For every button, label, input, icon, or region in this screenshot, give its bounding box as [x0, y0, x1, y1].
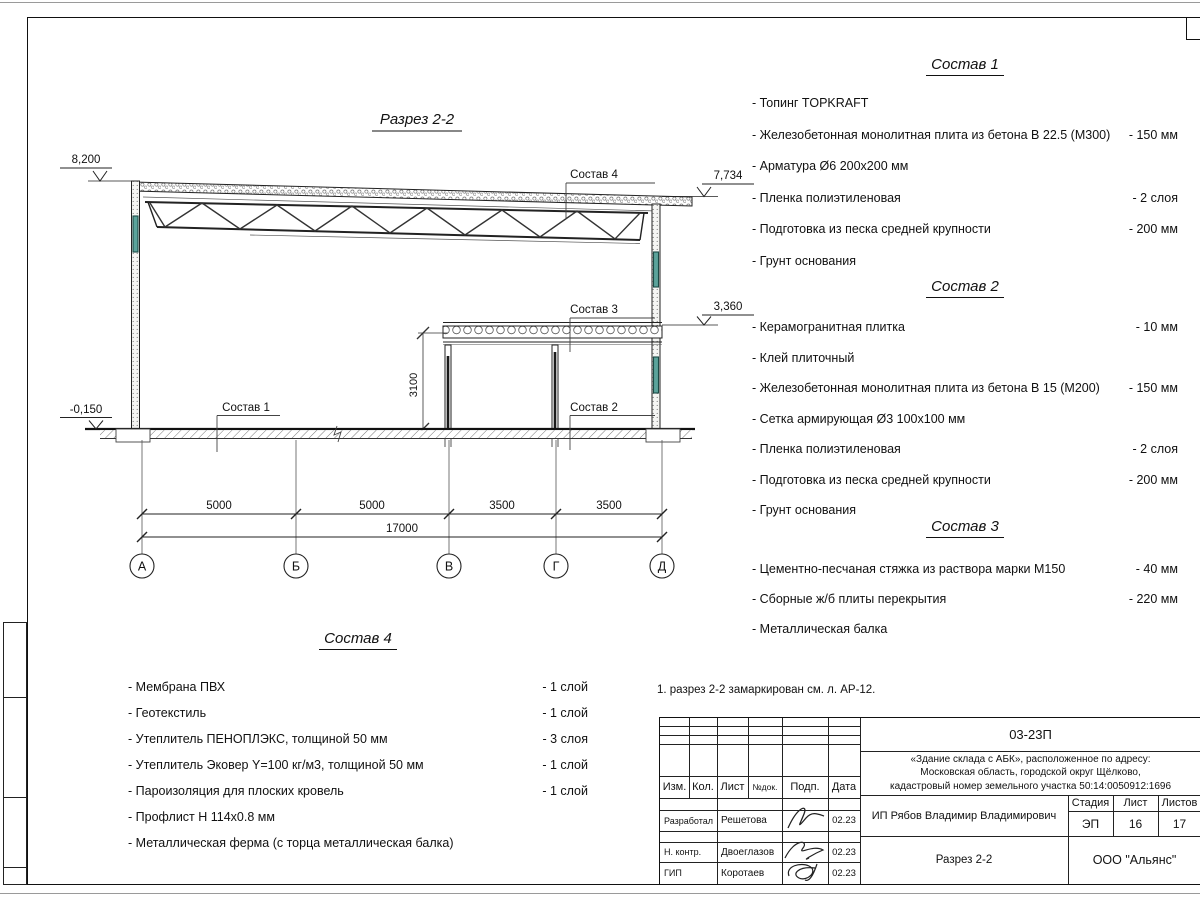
tb-sheet-label: Лист: [1113, 795, 1159, 812]
list-item: - Геотекстиль - 1 слой: [128, 706, 588, 720]
list-item: - Клей плиточный: [752, 350, 855, 365]
tb-date: 02.23: [832, 846, 856, 858]
tb-address-line: Московская область, городской округ Щёлково,: [920, 767, 1141, 779]
floor-slab: [85, 426, 695, 447]
list-item: - Грунт основания: [752, 503, 857, 517]
tb-header-kol: Кол.: [689, 776, 718, 799]
svg-text:5000: 5000: [359, 500, 385, 512]
tb-address-line: «Здание склада с АБК», расположенное по адресу:: [910, 753, 1151, 765]
mezzanine: [443, 323, 662, 430]
list-item: - Мембрана ПВХ - 1 слой: [128, 680, 588, 694]
tb-stage-value: ЭП: [1068, 811, 1114, 837]
tb-name: Коротаев: [721, 867, 765, 879]
dimension-row: [137, 500, 667, 519]
tb-doc-number: 03-23П: [860, 718, 1200, 752]
paper-top-edge: [0, 2, 1200, 3]
svg-text:7,734: 7,734: [713, 170, 743, 182]
svg-text:Состав 1: Состав 1: [222, 402, 270, 414]
list-item: - Сборные ж/б плиты перекрытия - 220 мм: [752, 592, 1178, 606]
list-item: - Пленка полиэтиленовая - 2 слоя: [752, 442, 1178, 456]
elevation-mark-roof-right: [662, 170, 754, 197]
svg-text:Состав 2: Состав 2: [570, 402, 618, 414]
svg-text:А: А: [137, 559, 147, 574]
svg-text:Состав 4: Состав 4: [570, 169, 618, 181]
tb-sheets-value: 17: [1158, 811, 1200, 837]
tb-header-podp: Подп.: [782, 776, 829, 799]
list-item: - Пленка полиэтиленовая - 2 слоя: [752, 190, 1178, 205]
drawing-title: Разрез 2-2: [379, 111, 455, 128]
elevation-mark-floor: [60, 404, 112, 429]
list-item: - Подготовка из песка средней крупности - 200 мм: [752, 222, 1178, 236]
side-stamp: [3, 622, 27, 885]
tb-stage-label: Стадия: [1068, 795, 1114, 812]
svg-text:Состав 3: Состав 3: [570, 304, 618, 316]
svg-text:В: В: [444, 559, 454, 574]
paper-bottom-edge: [0, 893, 1200, 894]
right-wall: [652, 204, 660, 429]
list-item: - Грунт основания: [752, 253, 857, 268]
list-item: - Сетка армирующая Ø3 100х100 мм: [752, 411, 966, 426]
elevation-mark-mezzanine: [662, 301, 754, 325]
list-item: - Керамогранитная плитка - 10 мм: [752, 320, 1178, 334]
list-item: - Профлист Н 114х0.8 мм: [128, 810, 275, 824]
list-item: - Пароизоляция для плоских кровель - 1 слой: [128, 784, 588, 798]
list-item: - Железобетонная монолитная плита из бетона В 22.5 (М300) - 150 мм: [752, 127, 1178, 142]
tb-role: Разработал: [664, 815, 713, 826]
tb-date: 02.23: [832, 867, 856, 879]
list-item: - Металлическая ферма (с торца металлическая балка): [128, 836, 454, 850]
dimension-3100: [408, 327, 448, 435]
svg-text:3,360: 3,360: [713, 301, 743, 313]
frame-corner-notch: [1186, 17, 1200, 40]
callout-sostav2: [570, 402, 655, 450]
signature-icon: [779, 836, 831, 884]
list-item: - Металлическая балка: [752, 622, 888, 636]
section-drawing: [30, 90, 760, 590]
tb-role: ГИП: [664, 868, 682, 878]
composition-4-title: Состав 4: [128, 630, 588, 650]
list-item: - Железобетонная монолитная плита из бетона В 15 (М200) - 150 мм: [752, 381, 1178, 395]
roof-package: [133, 182, 692, 211]
side-stamp-divider: [4, 697, 26, 698]
list-item: - Топинг TOPKRAFT: [752, 96, 869, 110]
composition-1-title: Состав 1: [752, 56, 1178, 76]
composition-2-title: Состав 2: [752, 278, 1178, 298]
svg-text:3500: 3500: [489, 500, 515, 512]
tb-header-ndok: №док.: [748, 776, 783, 799]
tb-company: ООО "Альянс": [1092, 853, 1177, 867]
tb-header-list: Лист: [717, 776, 749, 799]
tb-address-line: кадастровый номер земельного участка 50:14:0050912:1696: [889, 780, 1172, 792]
composition-3-title: Состав 3: [752, 518, 1178, 538]
elevation-mark-roof-left: [60, 154, 131, 181]
axis-bubbles: [130, 554, 674, 578]
svg-text:Б: Б: [291, 559, 301, 574]
window-glazing: [654, 357, 659, 393]
tb-header-data: Дата: [828, 776, 860, 799]
callout-sostav1: [217, 402, 280, 452]
tb-object-address: [860, 751, 1200, 796]
tb-section-name: Разрез 2-2: [860, 836, 1069, 884]
tb-name: Двоеглазов: [721, 846, 775, 858]
tb-sheets-label: Листов: [1158, 795, 1200, 812]
tb-name: Решетова: [721, 815, 767, 826]
composition-list-4: [128, 630, 588, 862]
list-item: - Цементно-песчаная стяжка из раствора марки М150 - 40 мм: [752, 562, 1178, 576]
svg-text:17000: 17000: [386, 523, 418, 535]
mezzanine-column: [445, 345, 451, 429]
side-stamp-divider: [4, 867, 26, 868]
dimension-total-row: [137, 523, 667, 542]
tb-client: ИП Рябов Владимир Владимирович: [860, 795, 1069, 837]
svg-text:Г: Г: [552, 559, 560, 574]
sheet-note: 1. разрез 2-2 замаркирован см. л. АР-12.: [657, 684, 876, 696]
side-stamp-divider: [4, 797, 26, 798]
window-glazing: [133, 216, 138, 252]
svg-text:-0,150: -0,150: [69, 404, 103, 416]
svg-text:3100: 3100: [408, 372, 420, 398]
svg-text:3500: 3500: [596, 500, 622, 512]
tb-role: Н. контр.: [664, 847, 702, 857]
composition-list-3: [752, 518, 1178, 652]
composition-list-1: [752, 56, 1178, 285]
roof-truss: [145, 202, 648, 244]
list-item: - Утеплитель ПЕНОПЛЭКС, толщиной 50 мм - 3 слоя: [128, 732, 588, 746]
tb-header-izm: Изм.: [660, 776, 690, 799]
signature-icon: [784, 802, 828, 834]
svg-text:Д: Д: [657, 559, 667, 574]
list-item: - Подготовка из песка средней крупности - 200 мм: [752, 472, 1178, 487]
mezzanine-column: [552, 345, 558, 429]
list-item: - Арматура Ø6 200х200 мм: [752, 159, 909, 173]
window-glazing: [654, 252, 659, 287]
tb-sheet-value: 16: [1113, 811, 1159, 837]
list-item: - Утеплитель Эковер Y=100 кг/м3, толщиной 50 мм - 1 слой: [128, 758, 588, 772]
svg-text:5000: 5000: [206, 500, 232, 512]
svg-text:8,200: 8,200: [71, 154, 101, 166]
composition-list-2: [752, 278, 1178, 534]
tb-date: 02.23: [832, 815, 856, 826]
title-block: [659, 717, 1200, 885]
